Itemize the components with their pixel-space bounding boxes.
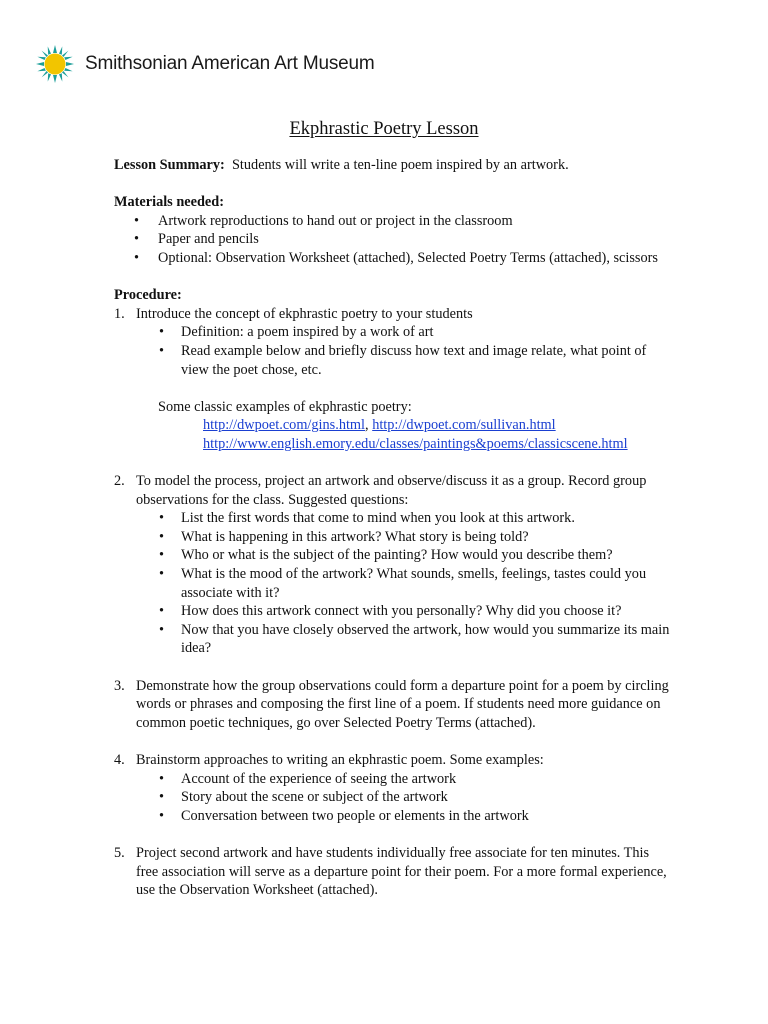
list-item: • Conversation between two people or elements in the artwork	[136, 807, 674, 826]
procedure-step-1	[114, 305, 674, 472]
materials-list	[114, 212, 674, 268]
list-item: • Optional: Observation Worksheet (attached), Selected Poetry Terms (attached), scissors	[114, 249, 674, 268]
list-item: • How does this artwork connect with you personally? Why did you choose it?	[136, 602, 674, 621]
list-item: • List the first words that come to mind when you look at this artwork.	[136, 509, 674, 528]
procedure-step-2	[114, 472, 674, 677]
summary-label: Lesson Summary:	[114, 157, 225, 173]
step-number: 2.	[114, 473, 125, 490]
list-item: • Read example below and briefly discuss how text and image relate, what point of view the poet chose, etc.	[136, 342, 674, 379]
list-item: • Artwork reproductions to hand out or project in the classroom	[114, 212, 674, 231]
step-number: 3.	[114, 677, 125, 694]
document-body	[114, 156, 674, 900]
procedure-heading: Procedure:	[114, 287, 182, 304]
procedure-steps	[114, 305, 674, 900]
materials-heading: Materials needed:	[114, 194, 224, 211]
sunburst-logo-icon	[35, 44, 75, 84]
examples-label: Some classic examples of ekphrastic poetry:	[158, 398, 412, 415]
museum-name: Smithsonian American Art Museum	[85, 53, 375, 74]
procedure-step-5	[114, 844, 674, 900]
link-sullivan[interactable]: http://dwpoet.com/sullivan.html	[372, 417, 556, 434]
step-bullets	[136, 509, 674, 658]
step-text: Introduce the concept of ekphrastic poetry to your students	[136, 305, 473, 322]
example-links: http://dwpoet.com/gins.html, http://dwpoet.com/sullivan.html http://www.english.emory.edu/classes/paintings&poems/classicscene.html	[203, 417, 628, 452]
list-item: • Story about the scene or subject of the artwork	[136, 788, 674, 807]
step-number: 1.	[114, 305, 125, 322]
summary-text: Students will write a ten-line poem inspired by an artwork.	[231, 157, 569, 173]
step-number: 4.	[114, 752, 125, 768]
step-bullets	[136, 323, 674, 379]
list-item: • What is the mood of the artwork? What sounds, smells, feelings, tastes could you associate with it?	[136, 565, 674, 602]
list-item: • What is happening in this artwork? What story is being told?	[136, 528, 674, 547]
step-text: To model the process, project an artwork and observe/discuss it as a group. Record group observations for the class. Suggested questions:	[136, 473, 647, 508]
list-item: • Account of the experience of seeing the artwork	[136, 770, 674, 789]
list-item: • Who or what is the subject of the painting? How would you describe them?	[136, 546, 674, 565]
lesson-summary	[114, 156, 674, 175]
step-text: Demonstrate how the group observations could form a departure point for a poem by circling words or phrases and composing the first line of a poem. If students need more guidance on common poetic techniques, go over Selected Poetry Terms (attached).	[136, 677, 669, 731]
list-item: • Now that you have closely observed the artwork, how would you summarize its main idea?	[136, 621, 674, 658]
procedure-step-4	[114, 751, 674, 844]
step-text: Project second artwork and have students individually free associate for ten minutes. This free association will serve as a departure point for their poem. For a more formal experience, use the Observation Worksheet (attached).	[136, 844, 667, 899]
step-number: 5.	[114, 844, 125, 861]
step-text: Brainstorm approaches to writing an ekphrastic poem. Some examples:	[136, 752, 544, 768]
list-item: • Definition: a poem inspired by a work of art	[136, 323, 674, 342]
page-title: Ekphrastic Poetry Lesson	[289, 119, 479, 139]
page-header	[35, 42, 374, 86]
link-emory-classicscene[interactable]: http://www.english.emory.edu/classes/paintings&poems/classicscene.html	[203, 435, 628, 452]
list-item: • Paper and pencils	[114, 230, 674, 249]
step-bullets	[136, 770, 674, 826]
link-gins[interactable]: http://dwpoet.com/gins.html	[203, 417, 366, 434]
procedure-step-3	[114, 677, 674, 751]
